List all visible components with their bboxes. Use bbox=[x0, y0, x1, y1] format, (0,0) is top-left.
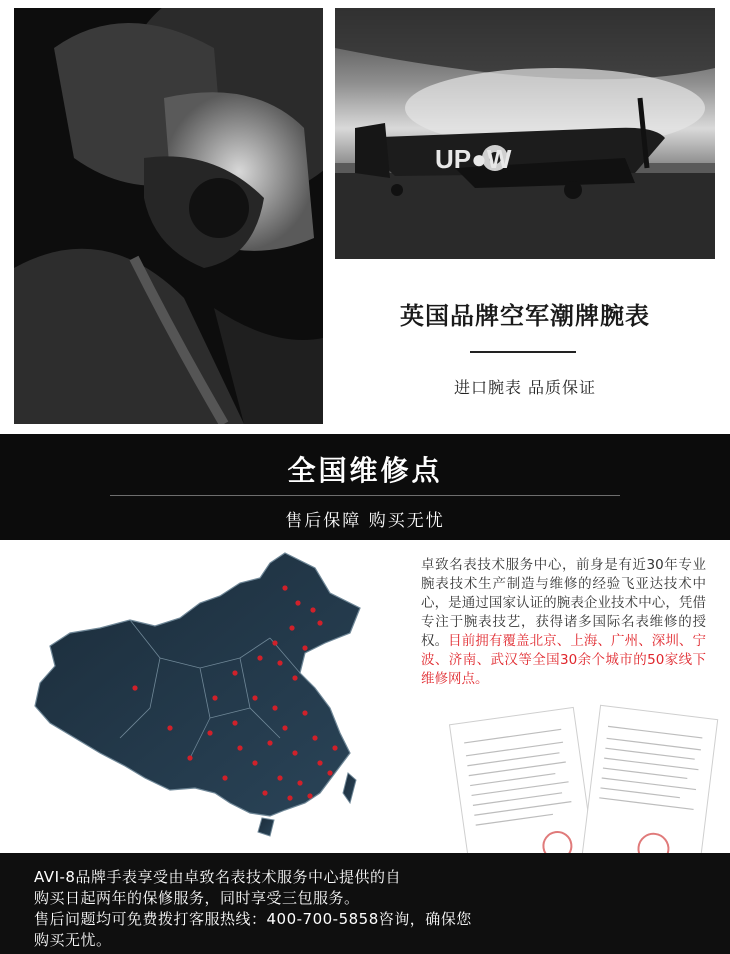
service-point-dot bbox=[272, 705, 277, 710]
service-intro-text: 卓致名表技术服务中心，前身是有近30年专业腕表技术生产制造与维修的经验飞亚达技术中心，是通过国家认证的腕表企业技术中心，凭借专注于腕表技艺，获得诸多国际名表维修的授权。 bbox=[421, 557, 706, 649]
service-point-dot bbox=[312, 735, 317, 740]
service-point-dot bbox=[327, 770, 332, 775]
service-point-dot bbox=[187, 755, 192, 760]
service-highlight: 目前拥有覆盖北京、上海、广州、深圳、宁波、济南、武汉等全国30余个城市的50家线下维修网点。 bbox=[421, 633, 707, 687]
service-point-dot bbox=[212, 695, 217, 700]
brand-title: 英国品牌空军潮牌腕表 bbox=[400, 302, 650, 330]
service-point-dot bbox=[267, 740, 272, 745]
service-point-dot bbox=[222, 775, 227, 780]
service-intro bbox=[421, 556, 706, 689]
warranty-line-1: AVI-8品牌手表享受由卓致名表技术服务中心提供的自 bbox=[34, 868, 401, 886]
service-point-dot bbox=[310, 607, 315, 612]
plane-marking: UP●W bbox=[435, 144, 512, 174]
banner-subtitle: 售后保障 购买无忧 bbox=[285, 511, 445, 531]
aircraft-photo bbox=[335, 8, 715, 259]
service-point-dot bbox=[277, 775, 282, 780]
service-point-dot bbox=[287, 795, 292, 800]
china-map-outline bbox=[35, 553, 360, 816]
title-divider bbox=[470, 351, 576, 353]
warranty-line-2: 购买日起两年的保修服务，同时享受三包服务。 bbox=[34, 889, 360, 907]
service-point-dot bbox=[292, 750, 297, 755]
service-point-dot bbox=[302, 645, 307, 650]
service-point-dot bbox=[252, 760, 257, 765]
service-point-dot bbox=[262, 790, 267, 795]
china-service-map bbox=[30, 548, 375, 853]
service-point-dot bbox=[272, 640, 277, 645]
service-point-dot bbox=[232, 720, 237, 725]
service-point-dot bbox=[317, 760, 322, 765]
service-point-dot bbox=[252, 695, 257, 700]
service-point-dot bbox=[297, 780, 302, 785]
service-point-dot bbox=[295, 600, 300, 605]
service-point-dot bbox=[282, 725, 287, 730]
service-point-dot bbox=[289, 625, 294, 630]
service-point-dot bbox=[237, 745, 242, 750]
banner-title: 全国维修点 bbox=[287, 454, 443, 487]
brand-subtitle: 进口腕表 品质保证 bbox=[453, 378, 597, 397]
warranty-line-3: 售后问题均可免费拨打客服热线：400-700-5858咨询，确保您购买无忧。 bbox=[34, 910, 472, 949]
pilot-photo bbox=[14, 8, 323, 424]
warranty-notice bbox=[34, 867, 484, 951]
service-point-dot bbox=[207, 730, 212, 735]
service-point-dot bbox=[132, 685, 137, 690]
service-point-dot bbox=[307, 793, 312, 798]
service-point-dot bbox=[232, 670, 237, 675]
service-point-dot bbox=[332, 745, 337, 750]
service-point-dot bbox=[282, 585, 287, 590]
service-point-dot bbox=[317, 620, 322, 625]
service-point-dot bbox=[292, 675, 297, 680]
service-point-dot bbox=[277, 660, 282, 665]
service-point-dot bbox=[302, 710, 307, 715]
service-point-dot bbox=[257, 655, 262, 660]
service-point-dot bbox=[167, 725, 172, 730]
banner-divider bbox=[110, 495, 620, 496]
